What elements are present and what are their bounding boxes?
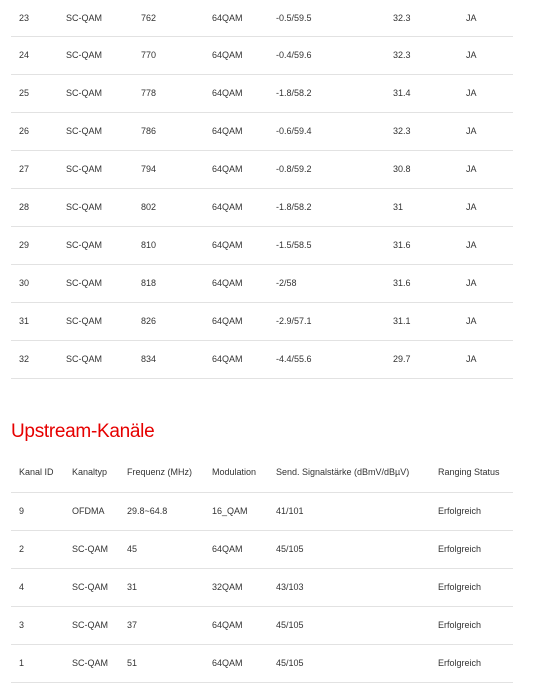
upstream-table-cell: 64QAM (204, 530, 268, 568)
downstream-table-cell: -2.9/57.1 (268, 302, 385, 340)
upstream-table-row (11, 492, 513, 530)
downstream-table-cell: 28 (11, 188, 58, 226)
upstream-column-header: Ranging Status (430, 452, 513, 492)
downstream-table-cell: 30 (11, 264, 58, 302)
downstream-table-cell: -0.6/59.4 (268, 112, 385, 150)
upstream-table-cell: 37 (119, 606, 204, 644)
downstream-table-cell: 31.4 (385, 74, 458, 112)
downstream-table-cell: 778 (133, 74, 204, 112)
upstream-table (11, 452, 513, 683)
upstream-table-cell: 64QAM (204, 606, 268, 644)
downstream-table-cell: -1.5/58.5 (268, 226, 385, 264)
downstream-table-row (11, 340, 513, 378)
downstream-table-cell: 25 (11, 74, 58, 112)
upstream-column-header: Modulation (204, 452, 268, 492)
downstream-table-row (11, 36, 513, 74)
downstream-table-row (11, 0, 513, 36)
downstream-table-cell: 64QAM (204, 340, 268, 378)
downstream-table-cell: SC-QAM (58, 264, 133, 302)
downstream-table-row (11, 150, 513, 188)
upstream-table-cell: 2 (11, 530, 64, 568)
upstream-column-header: Kanal ID (11, 452, 64, 492)
downstream-table-cell: 29 (11, 226, 58, 264)
upstream-table-wrap (11, 452, 513, 683)
downstream-table-cell: 786 (133, 112, 204, 150)
downstream-table-cell: -2/58 (268, 264, 385, 302)
upstream-table-cell: SC-QAM (64, 530, 119, 568)
downstream-table-cell: JA (458, 226, 513, 264)
upstream-table-cell: Erfolgreich (430, 644, 513, 682)
upstream-table-cell: 3 (11, 606, 64, 644)
upstream-table-cell: 51 (119, 644, 204, 682)
upstream-table-cell: Erfolgreich (430, 530, 513, 568)
downstream-table-cell: -0.5/59.5 (268, 0, 385, 36)
downstream-table-cell: 64QAM (204, 0, 268, 36)
downstream-table-cell: 810 (133, 226, 204, 264)
downstream-table-body (11, 0, 513, 378)
downstream-table-cell: 31.1 (385, 302, 458, 340)
downstream-table-cell: 32.3 (385, 36, 458, 74)
downstream-table-cell: 64QAM (204, 264, 268, 302)
downstream-table-cell: SC-QAM (58, 226, 133, 264)
downstream-table-row (11, 74, 513, 112)
upstream-table-cell: Erfolgreich (430, 568, 513, 606)
downstream-table-cell: -0.4/59.6 (268, 36, 385, 74)
downstream-table-cell: SC-QAM (58, 112, 133, 150)
upstream-table-cell: 45 (119, 530, 204, 568)
downstream-table-cell: JA (458, 0, 513, 36)
downstream-table-row (11, 226, 513, 264)
upstream-table-cell: SC-QAM (64, 644, 119, 682)
downstream-table-cell: 818 (133, 264, 204, 302)
downstream-table-cell: 762 (133, 0, 204, 36)
upstream-column-header: Kanaltyp (64, 452, 119, 492)
downstream-table-cell: 64QAM (204, 74, 268, 112)
upstream-table-cell: 16_QAM (204, 492, 268, 530)
downstream-table-cell: 32 (11, 340, 58, 378)
downstream-table-cell: 802 (133, 188, 204, 226)
upstream-table-cell: 1 (11, 644, 64, 682)
downstream-table-wrap (11, 0, 513, 379)
downstream-table-cell: 31 (11, 302, 58, 340)
upstream-table-cell: 45/105 (268, 606, 430, 644)
upstream-table-cell: 31 (119, 568, 204, 606)
upstream-table-body (11, 492, 513, 682)
downstream-table-row (11, 264, 513, 302)
downstream-table-row (11, 302, 513, 340)
downstream-table-cell: JA (458, 36, 513, 74)
downstream-table-cell: 23 (11, 0, 58, 36)
upstream-column-header: Send. Signalstärke (dBmV/dBµV) (268, 452, 430, 492)
downstream-table-cell: 64QAM (204, 112, 268, 150)
upstream-table-row (11, 644, 513, 682)
downstream-table-cell: SC-QAM (58, 188, 133, 226)
upstream-table-cell: Erfolgreich (430, 606, 513, 644)
downstream-table-cell: SC-QAM (58, 0, 133, 36)
downstream-table-cell: -4.4/55.6 (268, 340, 385, 378)
upstream-table-cell: 45/105 (268, 530, 430, 568)
upstream-table-cell: OFDMA (64, 492, 119, 530)
downstream-table-cell: JA (458, 188, 513, 226)
upstream-table-cell: 64QAM (204, 644, 268, 682)
upstream-section-title: Upstream-Kanäle (11, 421, 155, 442)
downstream-table-cell: 834 (133, 340, 204, 378)
downstream-table-row (11, 188, 513, 226)
upstream-table-cell: Erfolgreich (430, 492, 513, 530)
downstream-table-cell: JA (458, 112, 513, 150)
upstream-table-cell: 43/103 (268, 568, 430, 606)
upstream-column-header: Frequenz (MHz) (119, 452, 204, 492)
downstream-table-cell: 794 (133, 150, 204, 188)
downstream-table-cell: SC-QAM (58, 340, 133, 378)
downstream-table-cell: SC-QAM (58, 74, 133, 112)
downstream-table-cell: JA (458, 302, 513, 340)
downstream-table-cell: 770 (133, 36, 204, 74)
downstream-table-cell: SC-QAM (58, 36, 133, 74)
downstream-table-cell: JA (458, 340, 513, 378)
downstream-table-cell: 27 (11, 150, 58, 188)
downstream-table-cell: 30.8 (385, 150, 458, 188)
downstream-table-cell: -1.8/58.2 (268, 188, 385, 226)
downstream-table-cell: 24 (11, 36, 58, 74)
downstream-table-cell: 29.7 (385, 340, 458, 378)
upstream-table-row (11, 606, 513, 644)
upstream-table-cell: 45/105 (268, 644, 430, 682)
downstream-table-row (11, 112, 513, 150)
downstream-table (11, 0, 513, 379)
upstream-table-cell: 41/101 (268, 492, 430, 530)
downstream-table-cell: -0.8/59.2 (268, 150, 385, 188)
downstream-table-cell: 64QAM (204, 36, 268, 74)
downstream-table-cell: 826 (133, 302, 204, 340)
downstream-table-cell: 32.3 (385, 0, 458, 36)
upstream-table-cell: SC-QAM (64, 568, 119, 606)
upstream-table-cell: 4 (11, 568, 64, 606)
upstream-table-row (11, 568, 513, 606)
downstream-table-cell: -1.8/58.2 (268, 74, 385, 112)
downstream-table-cell: 32.3 (385, 112, 458, 150)
upstream-table-cell: 9 (11, 492, 64, 530)
downstream-table-cell: 31 (385, 188, 458, 226)
downstream-table-cell: SC-QAM (58, 302, 133, 340)
downstream-table-cell: JA (458, 150, 513, 188)
downstream-table-cell: 26 (11, 112, 58, 150)
upstream-table-header (11, 452, 513, 492)
downstream-table-cell: 64QAM (204, 150, 268, 188)
upstream-table-cell: 32QAM (204, 568, 268, 606)
downstream-table-cell: JA (458, 264, 513, 302)
upstream-table-cell: SC-QAM (64, 606, 119, 644)
downstream-table-cell: 64QAM (204, 226, 268, 264)
downstream-table-cell: 31.6 (385, 226, 458, 264)
downstream-table-cell: 64QAM (204, 302, 268, 340)
upstream-table-row (11, 530, 513, 568)
upstream-table-cell: 29.8~64.8 (119, 492, 204, 530)
downstream-table-cell: 64QAM (204, 188, 268, 226)
downstream-table-cell: SC-QAM (58, 150, 133, 188)
downstream-table-cell: 31.6 (385, 264, 458, 302)
downstream-table-cell: JA (458, 74, 513, 112)
